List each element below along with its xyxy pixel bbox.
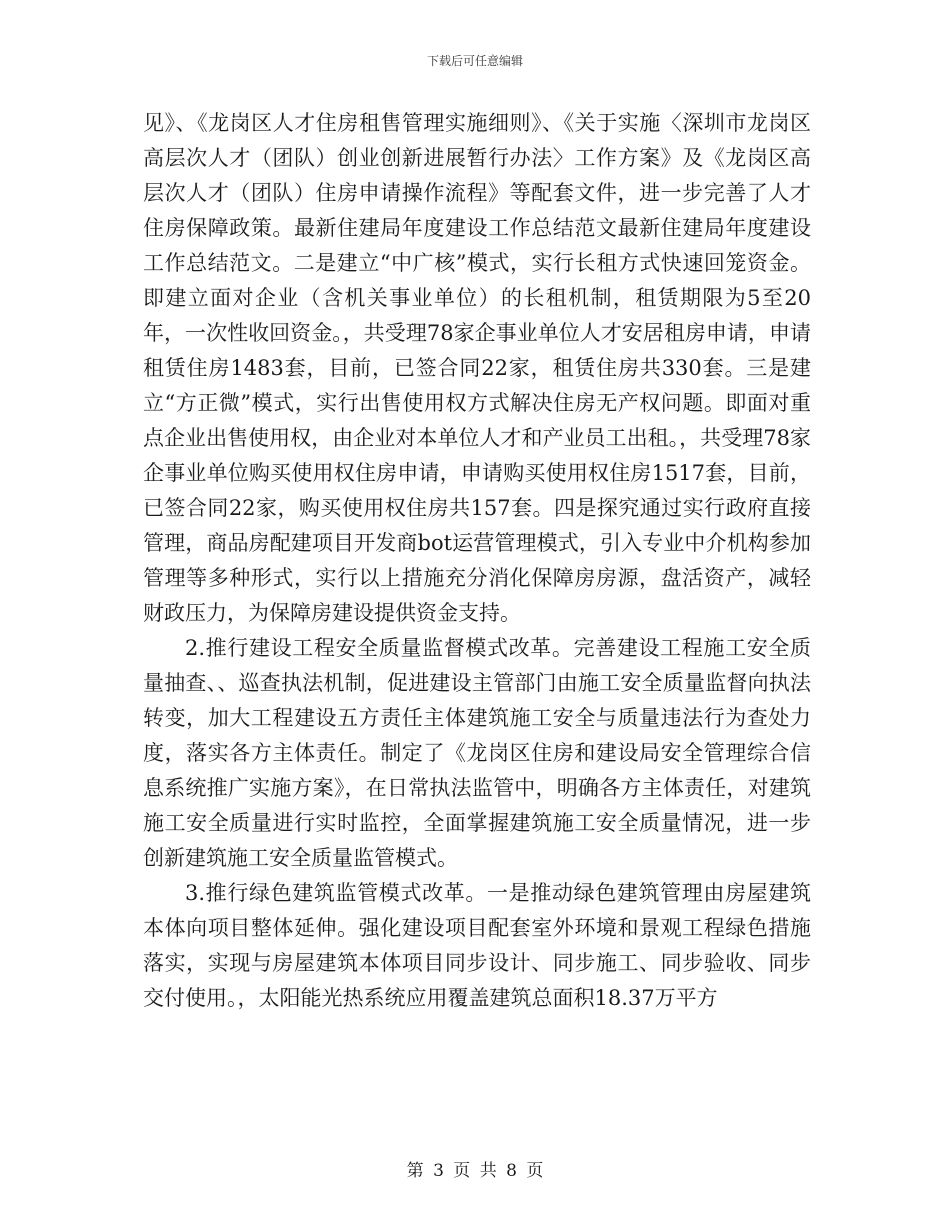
paragraph-3: 3.推行绿色建筑监管模式改革。一是推动绿色建筑管理由房屋建筑本体向项目整体延伸。强化建设项目配套室外环境和景观工程绿色措施落实，实现与房屋建筑本体项目同步设计、同步施工、同步验收、同步交付使用。，太阳能光热系统应用覆盖建筑总面积18.37万平方 [143,881,811,1010]
page-header: 下载后可任意编辑 [426,54,523,68]
document-body [143,106,811,1016]
paragraph-1: 见》、《龙岗区人才住房租售管理实施细则》、《关于实施〈深圳市龙岗区高层次人才（团队）创业创新进展暂行办法〉工作方案》及《龙岗区高层次人才（团队）住房申请操作流程》等配套文件，进一步完善了人才住房保障政策。最新住建局年度建设工作总结范文最新住建局年度建设工作总结范文。二是建立“中广核”模式，实行长租方式快速回笼资金。即建立面对企业（含机关事业单位）的长租机制，租赁期限为5至20年，一次性收回资金。，共受理78家企事业单位人才安居租房申请，申请租赁住房1483套，目前，已签合同22家，租赁住房共330套。三是建立“方正微”模式，实行出售使用权方式解决住房无产权问题。即面对重点企业出售使用权，由企业对本单位人才和产业员工出租。，共受理78家企事业单位购买使用权住房申请，申请购买使用权住房1517套，目前，已签合同22家，购买使用权住房共157套。四是探究通过实行政府直接管理，商品房配建项目开发商bot运营管理模式，引入专业中介机构参加管理等多种形式，实行以上措施充分消化保障房房源，盘活资产，减轻财政压力，为保障房建设提供资金支持。 [143,111,811,625]
page-number: 第 3 页 共 8 页 [406,1161,544,1181]
paragraph-2: 2.推行建设工程安全质量监督模式改革。完善建设工程施工安全质量抽查、、巡查执法机制，促进建设主管部门由施工安全质量监督向执法转变，加大工程建设五方责任主体建筑施工安全与质量违法行为查处力度，落实各方主体责任。制定了《龙岗区住房和建设局安全管理综合信息系统推广实施方案》，在日常执法监管中，明确各方主体责任，对建筑施工安全质量进行实时监控，全面掌握建筑施工安全质量情况，进一步创新建筑施工安全质量监管模式。 [143,636,811,870]
